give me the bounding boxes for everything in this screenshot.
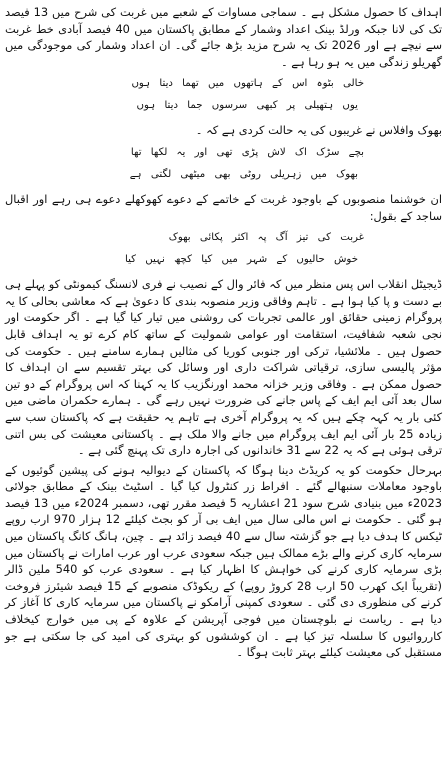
verse-line: خالی بٹوہ اس کے ہاتھوں میں تھما دیتا ہوں [131,78,364,90]
verse-block-2 [5,142,442,186]
verse-line: بچے سڑک اک لاش پڑی تھی اور یہ لکھا تھا [130,146,364,158]
verse-line: غربت کی تیز آگ پہ اکثر پکائی بھوک [168,232,364,244]
verse-line: بھوک میں زہریلی روٹی بھی میٹھی لگتی ہے [129,168,358,180]
paragraph-hunger: بھوک وافلاس نے غریبوں کی یہ حالت کردی ہے کہ ۔ [195,123,442,138]
verse-block-3 [5,227,442,271]
verse-block-1 [5,73,442,117]
verse-line: خوش حالیوں کے شہر میں کیا کچھ نہیں کیا [124,254,358,266]
paragraph-intro: اہداف کا حصول مشکل ہے ۔ سماجی مساوات کے شعبے میں غربت کی شرح میں 13 فیصد تک کی لانا جبکہ ورلڈ بینک اعداد وشمار کے مطابق پاکستان میں 40 فیصد آبادی خط غربت سے نیچے ہے اور 2026 تک یہ شرح مزید بڑھ جائے گی۔ ان اعداد وشمار کی موجودگی میں گھریلو زندگی میں یہ ہو رہا ہے ۔ [5,5,443,69]
paragraph-iqbal-sajid: ان خوشنما منصوبوں کے باوجود غربت کے خاتمے کے دعوے کھوکھلے دعوے ہی رہے اور اقبال ساجد کے بقول: [5,191,442,223]
verse-line: یوں ہتھیلی پر کبھی سرسوں جما دیتا ہوں [136,100,358,112]
paragraph-digital-revolution: ڈیجیٹل انقلاب اس پس منظر میں کہ فائر وال کے نصیب نے فری لانسنگ کیمونٹی کو پہلے ہی بے دست و پا کیا ہوا ہے ۔ تاہم وفاقی وزیر منصوبہ بندی کا دعویٰ ہے کہ معاشی بحالی کا یہ پروگرام زمینی حقائق اور عالمی تجربات کی روشنی میں تیار کیا گیا ہے ۔ اگر حکومت اور نجی شعبہ شفافیت، استقامت اور عوامی شمولیت کے ساتھ کام کرے تو یہ اہداف قابل حصول ہیں ۔ ملائشیا، ترکی اور جنوبی کوریا کی مثالیں ہمارے سامنے ہیں ۔ حکومت کی مؤثر پالیسی سازی، ترقیاتی شراکت داری اور وسائل کی بہتر تقسیم سے ان اہداف کا حصول ممکن ہے ۔ وفاقی وزیر خزانہ محمد اورنگزیب کا یہ کہنا کہ اس پروگرام کے دو تین سال بعد آئی ایم ایف کے پاس جانے کی ضرورت نہیں رہے گی ۔ ہمارے حکمران ماضی میں کئی بار یہ کہہ چکے ہیں کہ یہ پروگرام آخری ہے تاہم یہ حقیقت ہے کہ پاکستان سب سے زیادہ 25 بار آئی ایم ایف پروگرام میں جانے والا ملک ہے ۔ پاکستانی معیشت کی بس اتنی ترقی ہوئی ہے کہ یہ 22 سے 31 خاندانوں کی اجارہ داری تک پہنچ گئی ہے ۔ [5,277,442,458]
paragraph-government-credit: بہرحال حکومت کو یہ کریڈٹ دینا ہوگا کہ پاکستان کے دیوالیہ ہونے کی پیشین گوئیوں کے باوجود معاملات سنبھالے گئے ۔ افراط زر کنٹرول کیا گیا ۔ اسٹیٹ بینک کے مطابق جولائی 2023ء میں بنیادی شرح سود 21 اعشاریہ 5 فیصد مقرر تھی، دسمبر 2024ء میں 13 فیصد ہو گئی ۔ حکومت نے اس مالی سال میں ایف بی آر کو بجٹ کیلئے 12 ہزار 970 ارب روپے ٹیکس کا ہدف دیا ہے جو گزشتہ سال سے 40 فیصد زائد ہے ۔ چین، ہانگ کانگ پاکستان میں سرمایہ کاری کرنے والے بڑے ممالک ہیں جبکہ سعودی عرب اور عرب امارات نے پاکستان میں بڑی سرمایہ کاری کرنے کی خواہش کا اظہار کیا ہے ۔ سعودی عرب کو 540 ملین ڈالر (تقریباً ایک کھرب 50 ارب 28 کروڑ روپے) کے ریکوڈک منصوبے کے 15 فیصد شیئرز فروخت کرنے کی منظوری دی گئی ۔ سعودی کمپنی آرامکو نے پاکستان میں سرمایہ کاری کا آغاز کر دیا ہے ۔ ریاست نے بلوچستان میں فوجی آپریشن کے علاوہ کے پی میں خوارج کیخلاف کارروائیوں کا سلسلہ تیز کیا ہے ۔ ان کوششوں کو بہتری کی امید کی جا سکتی ہے جو مستقبل کی معیشت کیلئے بہتر ثابت ہوگا ۔ [5,462,442,660]
